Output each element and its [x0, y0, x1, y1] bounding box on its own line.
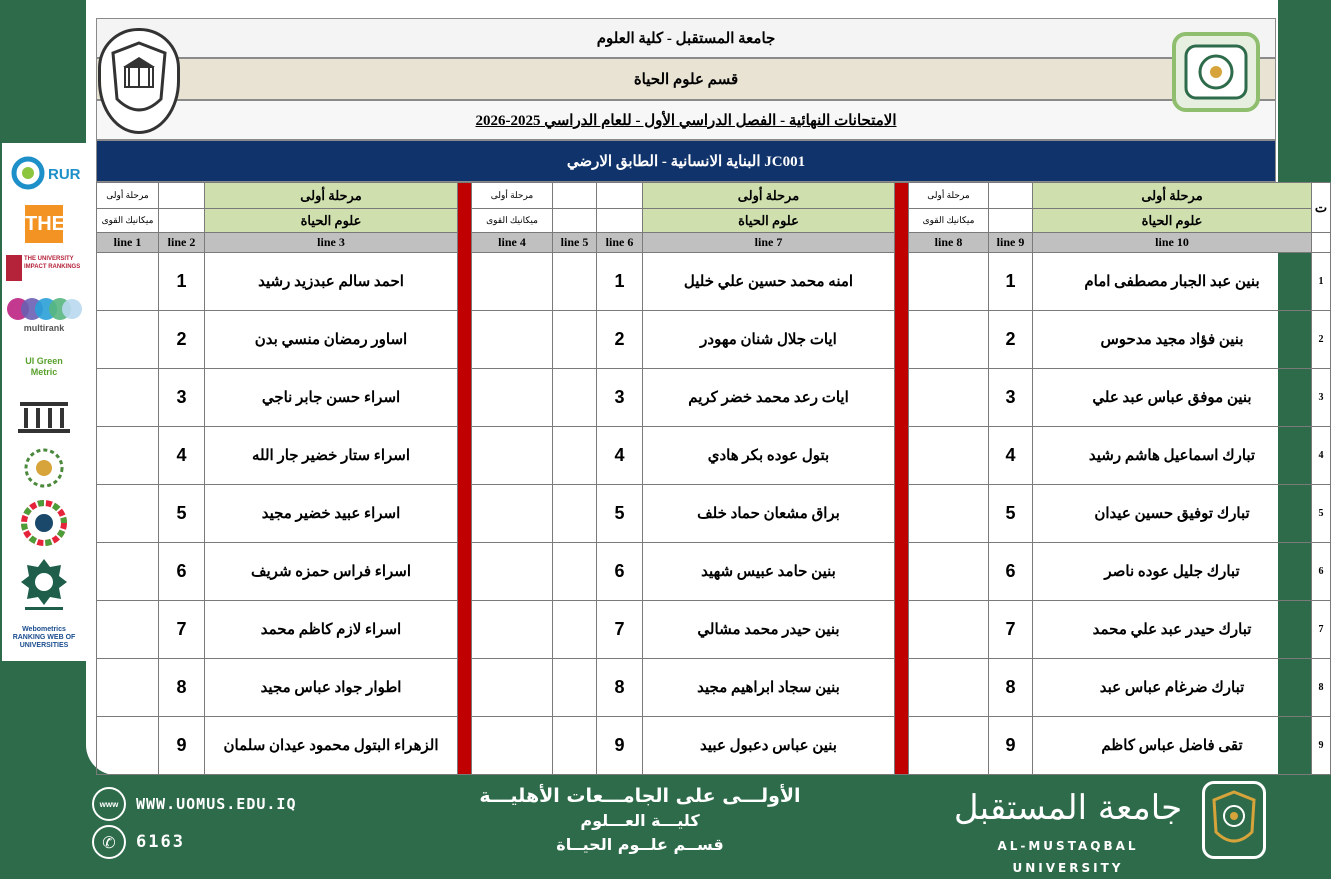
college-of-sciences-seal — [98, 28, 180, 134]
line-header: line 1 — [97, 233, 159, 253]
student-name: تبارك ضرغام عباس عبد — [1033, 659, 1312, 717]
seat-number: 9 — [989, 717, 1033, 775]
stage-cell: مرحلة أولى — [643, 183, 895, 209]
student-name: احمد سالم عبدزيد رشيد — [205, 253, 458, 311]
row-index: 8 — [1312, 659, 1331, 717]
line-header: line 10 — [1033, 233, 1312, 253]
seat-number: 3 — [989, 369, 1033, 427]
row-index: 9 — [1312, 717, 1331, 775]
seat-number: 1 — [159, 253, 205, 311]
website-link[interactable]: WWW.UOMUS.EDU.IQ — [136, 795, 297, 813]
arab-engineers-logo — [6, 555, 82, 615]
footer-bar — [0, 775, 1278, 875]
line-header: line 4 — [472, 233, 553, 253]
line-header-row — [97, 233, 1331, 253]
seat-number: 2 — [159, 311, 205, 369]
table-row — [97, 543, 1331, 601]
student-name: تقى فاضل عباس كاظم — [1033, 717, 1312, 775]
index-header: ت — [1312, 183, 1331, 233]
brand-english: AL-MUSTAQBAL UNIVERSITY — [997, 839, 1139, 875]
table-row — [97, 659, 1331, 717]
line-header: line 2 — [159, 233, 205, 253]
subject-cell: علوم الحياة — [205, 209, 458, 233]
student-name: بتول عوده بكر هادي — [643, 427, 895, 485]
student-name: بنين فؤاد مجيد مدحوس — [1033, 311, 1312, 369]
seat-number: 5 — [597, 485, 643, 543]
subject-small-cell: ميكانيك القوى — [472, 209, 553, 233]
ranking-logos-panel — [2, 143, 86, 661]
slogan-line-2: كليـــة العـــلوم — [580, 811, 700, 830]
seat-number: 9 — [597, 717, 643, 775]
seat-number: 7 — [597, 601, 643, 659]
student-name: تبارك جليل عوده ناصر — [1033, 543, 1312, 601]
ui-greenmetric-logo: UI Green Metric — [25, 355, 63, 377]
seat-number: 3 — [597, 369, 643, 427]
seat-number: 8 — [159, 659, 205, 717]
brand-arabic: جامعة المستقبل — [953, 788, 1183, 828]
student-name: اسراء عبيد خضير مجيد — [205, 485, 458, 543]
line-header: line 6 — [597, 233, 643, 253]
student-name: تبارك اسماعيل هاشم رشيد — [1033, 427, 1312, 485]
stage-row — [97, 183, 1331, 209]
seat-number: 2 — [597, 311, 643, 369]
student-name: براق مشعان حماد خلف — [643, 485, 895, 543]
hall-location-bar: البناية الانسانية - الطابق الارضي JC001 — [96, 140, 1276, 182]
red-divider — [895, 183, 909, 775]
student-name: بنين عبد الجبار مصطفى امام — [1033, 253, 1312, 311]
subject-small-cell: ميكانيك القوى — [909, 209, 989, 233]
university-college-title: جامعة المستقبل - كلية العلوم — [96, 18, 1276, 58]
phone-icon: ✆ — [92, 825, 126, 859]
seat-number: 7 — [159, 601, 205, 659]
subject-row — [97, 209, 1331, 233]
seat-number: 8 — [989, 659, 1033, 717]
seat-number: 4 — [989, 427, 1033, 485]
line-header: line 5 — [553, 233, 597, 253]
subject-cell: علوم الحياة — [643, 209, 895, 233]
student-name: اسراء لازم كاظم محمد — [205, 601, 458, 659]
seat-number: 9 — [159, 717, 205, 775]
stage-small-cell: مرحلة أولى — [472, 183, 553, 209]
footer-emblem — [1202, 781, 1266, 859]
exam-title: الامتحانات النهائية - الفصل الدراسي الأول - للعام الدراسي 2025-2026 — [96, 100, 1276, 140]
the-logo: THE — [6, 203, 82, 245]
line-header: line 3 — [205, 233, 458, 253]
slogan-line-1: الأولـــى على الجامـــعات الأهليـــة — [479, 785, 801, 807]
table-row — [97, 601, 1331, 659]
student-name: بنين حامد عبيس شهيد — [643, 543, 895, 601]
university-emblem — [1172, 32, 1260, 112]
row-index: 6 — [1312, 543, 1331, 601]
row-index: 7 — [1312, 601, 1331, 659]
seat-number: 7 — [989, 601, 1033, 659]
student-name: ايات جلال شنان مهودر — [643, 311, 895, 369]
seat-number: 6 — [159, 543, 205, 601]
globe-icon: www — [92, 787, 126, 821]
line-header: line 8 — [909, 233, 989, 253]
student-name: اسراء فراس حمزه شريف — [205, 543, 458, 601]
student-name: اساور رمضان منسي بدن — [205, 311, 458, 369]
line-header: line 9 — [989, 233, 1033, 253]
seat-number: 1 — [989, 253, 1033, 311]
seat-number: 5 — [989, 485, 1033, 543]
line-header: line 7 — [643, 233, 895, 253]
seating-table — [96, 182, 1331, 775]
student-name: بنين عباس دعبول عبيد — [643, 717, 895, 775]
table-row — [97, 485, 1331, 543]
arab-universities-logo — [6, 444, 82, 492]
seat-number: 3 — [159, 369, 205, 427]
row-index: 1 — [1312, 253, 1331, 311]
table-row — [97, 717, 1331, 775]
student-name: امنه محمد حسين علي خليل — [643, 253, 895, 311]
stage-small-cell: مرحلة أولى — [909, 183, 989, 209]
phone-row — [92, 825, 185, 859]
table-row — [97, 311, 1331, 369]
pillars-icon — [6, 398, 82, 436]
row-index: 3 — [1312, 369, 1331, 427]
rur-logo — [6, 151, 82, 195]
sdg-wheel-icon — [6, 500, 82, 546]
sidebar — [0, 0, 86, 865]
website-row — [92, 787, 297, 821]
student-name: ايات رعد محمد خضر كريم — [643, 369, 895, 427]
table-row — [97, 369, 1331, 427]
stage-cell: مرحلة أولى — [205, 183, 458, 209]
exam-sheet — [86, 0, 1328, 775]
table-row — [97, 427, 1331, 485]
student-name: بنين سجاد ابراهيم مجيد — [643, 659, 895, 717]
seat-number: 8 — [597, 659, 643, 717]
slogan-line-3: قســم علــوم الحيــاة — [556, 835, 724, 854]
table-row — [97, 253, 1331, 311]
seat-number: 6 — [989, 543, 1033, 601]
the-impact-logo: THE UNIVERSITY IMPACT RANKINGS — [6, 253, 82, 283]
student-name: اسراء ستار خضير جار الله — [205, 427, 458, 485]
department-title: قسم علوم الحياة — [96, 58, 1276, 100]
phone-number[interactable]: 6163 — [136, 832, 185, 852]
seat-number: 5 — [159, 485, 205, 543]
student-name: تبارك حيدر عبد علي محمد — [1033, 601, 1312, 659]
brand-block — [940, 781, 1196, 879]
footer-slogan — [400, 783, 880, 857]
student-name: الزهراء البتول محمود عيدان سلمان — [205, 717, 458, 775]
student-name: اسراء حسن جابر ناجي — [205, 369, 458, 427]
red-divider — [458, 183, 472, 775]
svg-text:RUR: RUR — [48, 166, 81, 184]
seat-number: 6 — [597, 543, 643, 601]
subject-small-cell: ميكانيك القوى — [97, 209, 159, 233]
stage-small-cell: مرحلة أولى — [97, 183, 159, 209]
student-name: بنين موفق عباس عبد علي — [1033, 369, 1312, 427]
student-name: تبارك توفيق حسين عيدان — [1033, 485, 1312, 543]
stage-cell: مرحلة أولى — [1033, 183, 1312, 209]
seat-number: 1 — [597, 253, 643, 311]
multirank-logo: multirank — [6, 292, 82, 336]
seat-number: 4 — [159, 427, 205, 485]
seat-number: 2 — [989, 311, 1033, 369]
subject-cell: علوم الحياة — [1033, 209, 1312, 233]
student-name: اطوار جواد عباس مجيد — [205, 659, 458, 717]
row-index: 4 — [1312, 427, 1331, 485]
row-index: 5 — [1312, 485, 1331, 543]
webometrics-logo: Webometrics RANKING WEB OF UNIVERSITIES — [12, 625, 76, 649]
student-name: بنين حيدر محمد مشالي — [643, 601, 895, 659]
row-index: 2 — [1312, 311, 1331, 369]
seat-number: 4 — [597, 427, 643, 485]
